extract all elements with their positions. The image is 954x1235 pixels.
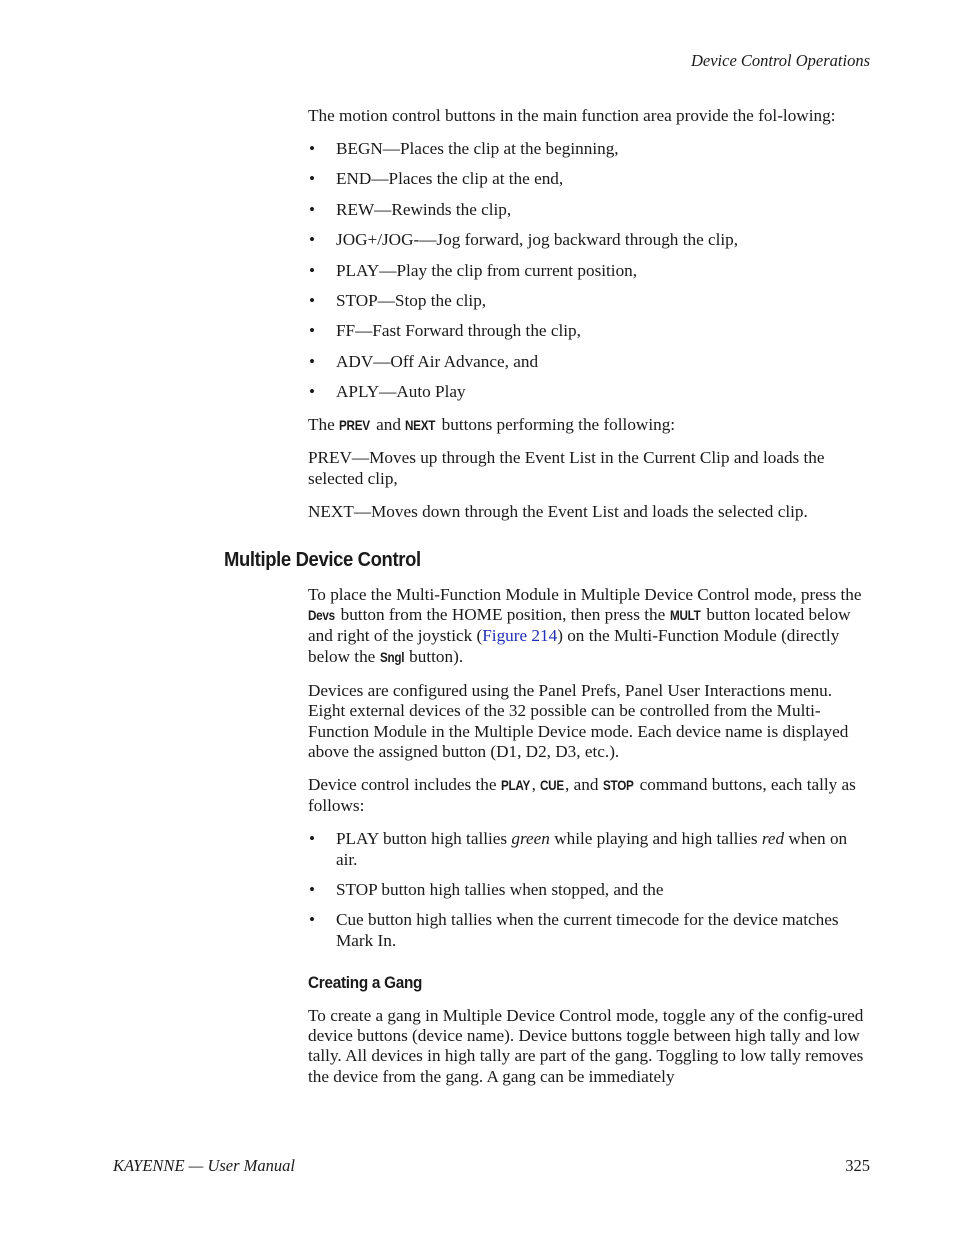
list-item: • REW—Rewinds the clip, [308, 200, 870, 220]
mdc-paragraph-3: Device control includes the PLAY , CUE, and STOP command buttons, each tally as follows: [308, 774, 856, 816]
next-keyword: NEXT [405, 417, 436, 433]
list-item: • PLAY button high tallies green while playing and high tallies red when on air. [308, 829, 870, 870]
list-item: • BEGN—Places the clip at the beginning, [308, 139, 870, 159]
section-heading: Multiple Device Control [224, 548, 421, 572]
motion-control-list [308, 139, 870, 403]
prev-keyword: PREV [339, 417, 370, 433]
play-keyword: PLAY [500, 777, 530, 793]
list-item: • ADV—Off Air Advance, and [308, 352, 870, 372]
intro-paragraph: The motion control buttons in the main function area provide the fol-lowing: [308, 106, 836, 125]
running-head: Device Control Operations [690, 51, 870, 70]
list-item: • END—Places the clip at the end, [308, 169, 870, 189]
list-item: • JOG+/JOG-—Jog forward, jog backward through the clip, [308, 230, 870, 250]
mult-keyword: MULT [669, 608, 701, 623]
list-item: • STOP—Stop the clip, [308, 291, 870, 311]
tally-list [308, 829, 870, 951]
prev-description: PREV—Moves up through the Event List in the Current Clip and loads the selected clip, [308, 448, 825, 488]
list-item: • PLAY—Play the clip from current position, [308, 261, 870, 281]
page-content [224, 106, 870, 1100]
subsection-heading: Creating a Gang [308, 973, 423, 993]
footer-title: KAYENNE — User Manual [113, 1156, 295, 1175]
gang-paragraph: To create a gang in Multiple Device Control mode, toggle any of the config-ured device buttons (device name). Device buttons toggle between high tally and low tally. All devices in high tally are part of the gang. Toggling to low tally removes the device from the gang. A gang can be immediately [308, 1005, 864, 1086]
mdc-paragraph-1: To place the Multi-Function Module in Multiple Device Control mode, press the Devs button from the HOME position, then press the MULT button located below and right of the joystick (Figure 214) on the Multi-Function Module (directly below the Sngl button). [308, 585, 870, 669]
prev-next-paragraph: The PREV and NEXT buttons performing the following: [308, 415, 870, 436]
list-item: • APLY—Auto Play [308, 382, 870, 402]
cue-keyword: CUE [540, 777, 565, 793]
list-item: • FF—Fast Forward through the clip, [308, 321, 870, 341]
stop-keyword: STOP [602, 777, 634, 793]
page-number: 325 [845, 1156, 870, 1175]
sngl-keyword: Sngl [379, 649, 404, 665]
devs-keyword: Devs [308, 608, 335, 623]
list-item: • STOP button high tallies when stopped, and the [308, 880, 870, 900]
list-item: • Cue button high tallies when the current timecode for the device matches Mark In. [308, 910, 870, 951]
next-description: NEXT—Moves down through the Event List and loads the selected clip. [308, 501, 808, 521]
mdc-paragraph-2: Devices are configured using the Panel Prefs, Panel User Interactions menu. Eight external devices of the 32 possible can be controlled from the Multi-Function Module in the Multiple Device mode. Each device name is displayed above the assigned button (D1, D2, D3, etc.). [308, 680, 849, 761]
figure-link[interactable]: Figure 214 [482, 626, 558, 646]
